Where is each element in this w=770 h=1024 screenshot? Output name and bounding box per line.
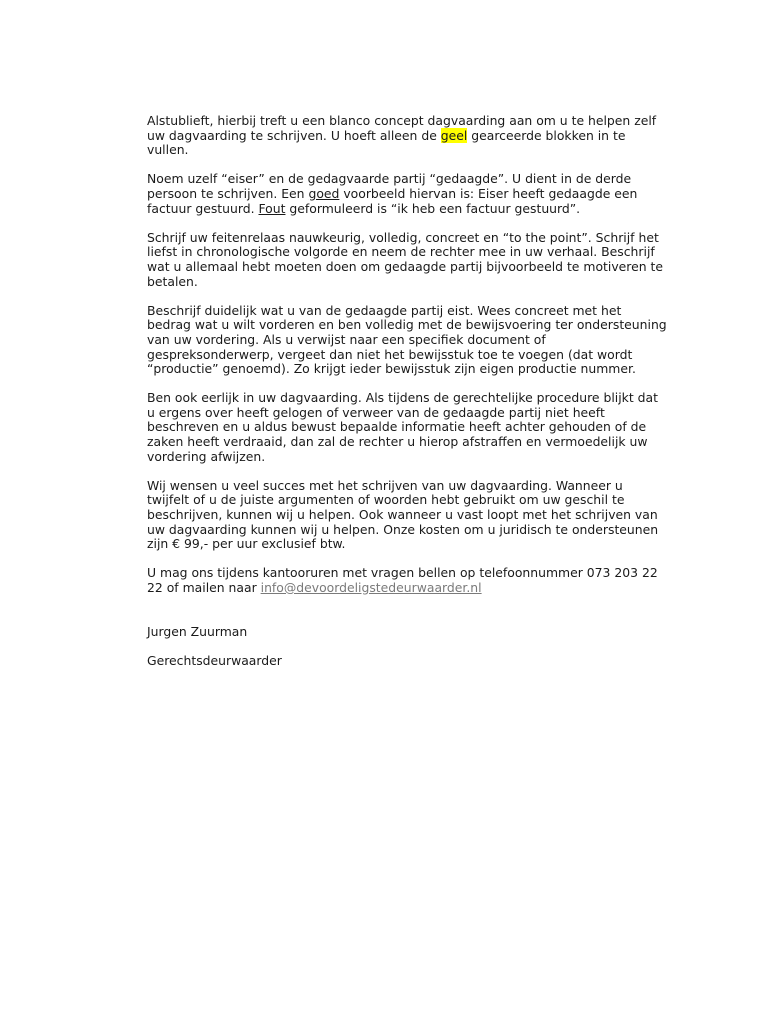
spacer	[147, 610, 667, 625]
underlined-good: goed	[308, 185, 340, 201]
signature-title: Gerechtsdeurwaarder	[147, 652, 282, 668]
naming-text-before: Noem uzelf “eiser” en de gedagvaarde partij “gedaagde”. U dient in de derde persoon te schrijven. Een	[147, 171, 632, 201]
intro-paragraph	[147, 114, 667, 158]
naming-text-middle: voorbeeld hiervan is: Eiser heeft gedaagde een factuur gestuurd.	[147, 185, 638, 216]
help-paragraph: Wij wensen u veel succes met het schrijven van uw dagvaarding. Wanneer u twijfelt of u de juiste argumenten of woorden hebt gebruikt om uw geschil te beschrijven, kunnen wij u helpen. Ook wanneer u vast loopt met het schrijven van uw dagvaarding kunnen wij u helpen. Onze kosten om u juridisch te ondersteunen zijn € 99,- per uur exclusief btw.	[147, 477, 659, 552]
underlined-wrong: Fout	[258, 200, 286, 216]
highlighted-word: geel	[440, 127, 468, 143]
intro-text-before: Alstublieft, hierbij treft u een blanco concept dagvaarding aan om u te helpen zelf uw dagvaarding te schrijven. U hoeft alleen de	[147, 113, 657, 143]
honesty-paragraph: Ben ook eerlijk in uw dagvaarding. Als tijdens de gerechtelijke procedure blijkt dat u ergens over heeft gelogen of verweer van de gedaagde partij niet heeft beschreven en u aldus bewust bepaalde informatie heeft achter gehouden of de zaken heeft verdraaid, dan zal de rechter u hierop afstraffen en vermoedelijk uw vordering afwijzen.	[147, 390, 658, 464]
signature-name: Jurgen Zuurman	[147, 623, 248, 639]
naming-text-after: geformuleerd is “ik heb een factuur gestuurd”.	[285, 200, 581, 216]
letter-body	[147, 114, 667, 683]
intro-text-after: gearceerde blokken in te vullen.	[147, 127, 626, 158]
contact-paragraph	[147, 566, 667, 595]
naming-paragraph	[147, 172, 667, 216]
contact-text: U mag ons tijdens kantooruren met vragen bellen op telefoonnummer 073 203 22 22 of mailen naar	[147, 565, 658, 595]
facts-paragraph: Schrijf uw feitenrelaas nauwkeurig, volledig, concreet en “to the point”. Schrijf het liefst in chronologische volgorde en neem de rechter mee in uw verhaal. Beschrijf wat u allemaal hebt moeten doen om gedaagde partij bijvoorbeeld te motiveren te betalen.	[147, 229, 663, 289]
claim-paragraph: Beschrijf duidelijk wat u van de gedaagde partij eist. Wees concreet met het bedrag wat u wilt vorderen en ben volledig met de bewijsvoering ter ondersteuning van uw vordering. Als u verwijst naar een specifiek document of gespreksonderwerp, vergeet dan niet het bewijsstuk toe te voegen (dat wordt “productie” genoemd). Zo krijgt ieder bewijsstuk zijn eigen productie nummer.	[147, 302, 667, 377]
email-link[interactable]: info@devoordeligstedeurwaarder.nl	[260, 580, 482, 595]
